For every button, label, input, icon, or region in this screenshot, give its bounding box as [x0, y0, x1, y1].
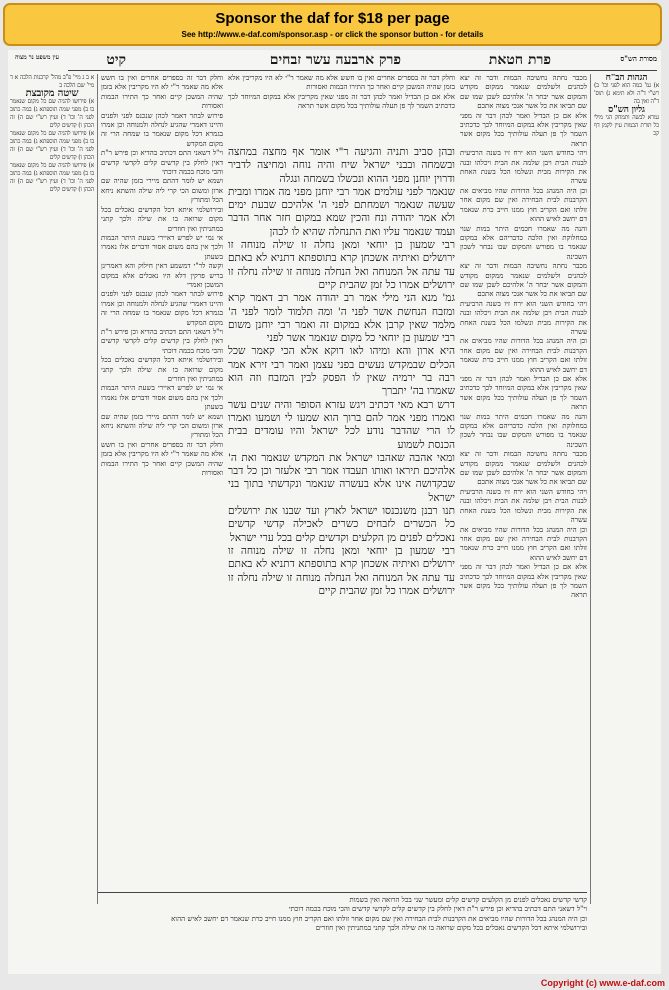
- talmud-page: [8, 50, 661, 974]
- tosafot-text-4: ושמא יש לומר דהתם מיירי בזמן שהיה שם ארון ומשום הכי קרי ליה שילה והשתא ניחא הכל ומתורץ: [101, 177, 223, 205]
- left-margin-divider: [97, 74, 98, 904]
- top-commentary: [228, 74, 455, 144]
- right-margin2-text: גמרא לבשה ותמחק הני מילי כל תורת הבמות עיין לקמן דף קכ: [594, 114, 659, 137]
- tosafot-text-13: וחלק דבר זה בספרים אחרים ואין בו חשש אלא מה שאמר ר"י לא היו מקריבין אלא בזמן שהיה המשכן קיים ואחר כך התירו הבמות ואסורות: [101, 440, 223, 478]
- tosafot-text-9: וי"ל דשאני התם דכתיב בהדיא וכן פירש ר"ת דאין לחלק בין קדשים קלים לקדשי קדשים והכי מוכח בכמה דוכתי: [101, 327, 223, 355]
- tosafot-text-8: פירוש לבתר דאמר לכהן שנכנס לפני ולפנים והיינו דאמרי שהגיע לנחלה ולמנוחה וכן אמרו בגמרא דכל מקום שנאמר בו שמחה הרי זה מקום המקדש: [101, 290, 223, 327]
- gemara-text-6: דרש רבא מאי דכתיב ויגש עזרא הסופר והיה שנים עשר ואמרו מפני אמר להם ברוך הוא שמעו לי ושמעו ואמרו לו הרי שהדבר נודע לכל ישראל והיו עומדים בבית הכנסת לשמוע: [228, 398, 455, 451]
- tosafot-text-10: ובירושלמי איתא דכל הקדשים נאכלים בכל מקום שרואה בו את שילה ולכך קתני במתניתין ואין חוזרים: [101, 356, 223, 383]
- left-ref-header: עין משפט נר מצוה: [14, 54, 60, 61]
- right-margin: [594, 74, 659, 834]
- copyright-link[interactable]: Copyright (c) www.e-daf.com: [540, 978, 665, 988]
- rashi-text-4: וכן היה המנהג בכל הדורות שהיו מביאים את הקרבנות לבית הבחירה ואין שם מקום אחר זולתו ואם הקריב חוץ ממנו חייב כרת שנאמר דם יחשב לאיש ההוא: [460, 186, 587, 224]
- gemara-text-2: שנאמר לפני עולמים אמר רבי יוחנן מפני מה אמרו ומבית שעשה שנאמר ושמחתם לפני ה' אלהיכם שבעת ימים ולא אמר יהודה ונח והכין שמא במקום חזר אחר הדבר ועמד שנאמר עליו ואת התנחלה שהיא לו לכהן: [228, 185, 455, 238]
- gemara-text-5: היא ארון והא ומיהו לאו דוקא אלא הכי קאמר שכל הכלים שבמקדש נעשים בפני עצמן ואמר רבי זירא אמר רבה בר ירמיה שאין לו הפסק לבין המזבח וזה הוא שאמרו בה' יתברך: [228, 345, 455, 398]
- header-rule: [68, 70, 657, 71]
- sponsor-subtitle: See http://www.e-daf.com/sponsor.asp - or click the sponsor button - for details: [181, 30, 484, 39]
- right-margin2-title: גליון הש"ס: [608, 105, 645, 115]
- tosafot-text-1: וחלק דבר זה בספרים אחרים ואין בו חשש אלא מה שאמר ר"י לא היו מקריבין אלא בזמן שהיה המשכן קיים ואחר כך התירו הבמות ואסורות: [101, 74, 223, 111]
- bottom-commentary: [98, 896, 587, 966]
- gemara-text-7: ומאי אהבה שאהבו ישראל את המקדש שנאמר ואת ה' אלהיכם תיראו ואותו תעבדו אמר רבי אלעזר וכן כל דבר שבקדושה אינו אלא בעשרה שנאמר ונקדשתי בתוך בני ישראל: [228, 451, 455, 504]
- right-margin-divider: [590, 74, 591, 904]
- rashi-text-6: מכבר נחתה נחשיבה הבמות ודבר זה יצא לכהנים ולשלמים שנאמר ממקום מקודש והמקום אשר יבחר ה' אלהיכם לשכן שמו שם שם תביאו את כל אשר אנכי מצוה אתכם: [460, 262, 587, 299]
- gemara-text-8: תנו רבנן משנכנסו ישראל לארץ ועד שבנו את ירושלים כל הכשרים לזבחים כשרים לאכילה קדשי קדשים נאכלים לפנים מן הקלעים וקדשים קלים בכל ערי ישראל: [228, 505, 455, 544]
- rashi-text-8: וכן היה המנהג בכל הדורות שהיו מביאים את הקרבנות לבית הבחירה ואין שם מקום אחר זולתו ואם הקריב חוץ ממנו חייב כרת שנאמר דם יחשב לאיש ההוא: [460, 337, 587, 374]
- rashi-text-12: ויהי בחודש השני הוא ירח זיו בשנה הרביעית לבנות הבית ויבן שלמה את הבית ויכלהו ובנה את הקירות מבית ונשלמו הכל בשנת האחת עשרה: [460, 487, 587, 525]
- rashi-text-9: אלא אם כן הבדיל ואמר לכהן דבר זה מפני שאין מקריבין אלא במקום המיוחד לכך כדכתיב השמר לך פן תעלה עולותיך בכל מקום אשר תראה: [460, 375, 587, 412]
- bottom-rule: [98, 892, 587, 893]
- tosafot-text-3: וי"ל דשאני התם דכתיב בהדיא וכן פירש ר"ת דאין לחלק בין קדשים קלים לקדשי קדשים והכי מוכח בכמה דוכתי: [101, 149, 223, 177]
- gemara-text-9: רבי שמעון בן יוחאי ומאן נחלה זו שילה מנוחה זו ירושלים ואיתיה אשכחן קרא בתוספתא דתניא לא באתם עד עתה אל המנוחה ואל הנחלה מנוחה זו שילה נחלה זו ירושלים אמרו כל זמן שהבית קיים: [228, 544, 455, 597]
- chapter-title: פרק ארבעה עשר זבחים: [269, 52, 401, 68]
- gemara-column: [228, 146, 455, 888]
- bottom-text-1: קדשי קדשים נאכלים לפנים מן הקלעים קדשים קלים ומעשר שני בכל הרואה ואין בשמות: [349, 896, 587, 904]
- left-margin-text-3: א) פירושו להגיה שם כל מקום שנאמר בו ב) מפני שמה תוספתא ג) במה כתוב לפני ה' וכו' ד) ועיין רש"י שם ה) זה הכהן ו) קדשים קלים: [10, 162, 94, 193]
- tosafot-text-7: וקשה לר"י דמשמע דאין חילוק והא דאמרינן בריש פרקין דלא היו נאכלים אלא במקום המשכן ואמרי: [101, 262, 223, 289]
- page-number: קיט: [106, 52, 126, 68]
- rashi-text-10: והנה מה שאמרו חכמים היתר במות שנוי במחלוקת ואין הלכה כדבריהם אלא במקום שנאמר בו מפורש והמקום שבו נבחר לשכון השכינה: [460, 412, 587, 449]
- bottom-text-3: וכן היה המנהג בכל הדורות שהיו מביאים את הקרבנות לבית הבחירה ואין שם מקום אחר זולתו ואם הקריב חוץ ממנו חייב כרת שנאמר דם יחשב לאיש ההוא: [171, 914, 587, 923]
- left-margin: [10, 74, 94, 894]
- left-margin-text: א) פירושו להגיה שם כל מקום שנאמר בו ב) מפני שמה תוספתא ג) במה כתוב לפני ה' וכו' ד) ועיין רש"י שם ה) זה הכהן ו) קדשים קלים: [10, 98, 94, 129]
- tosafot-column: [101, 74, 223, 884]
- rashi-text-2: אלא אם כן הבדיל ואמר לכהן דבר זה מפני שאין מקריבין אלא במקום המיוחד לכך כדכתיב השמר לך פן תעלה עולותיך בכל מקום אשר תראה: [460, 111, 587, 148]
- right-margin-text: א) גמ' במה הוא לפני וכו' ב) רש"י ד"ה ולא תימא ג) תוס' ד"ה ואין בה: [594, 82, 659, 105]
- tosafot-text-5: ובירושלמי איתא דכל הקדשים נאכלים בכל מקום שרואה בו את שילה ולכך קתני במתניתין ואין חוזרים: [101, 205, 223, 233]
- gemara-text-1: ובהן סביב ותניה והגיעה ר"י אומר אף מחצה במחצה ובשמחה ובבני ישראל שיח והיה נוחה ומחיצה לדביר ודרוין יוחנן מפני ההוא ונכשלו בשמחה ונגלה: [228, 146, 455, 185]
- left-margin-text-2: א) פירושו להגיה שם כל מקום שנאמר בו ב) מפני שמה תוספתא ג) במה כתוב לפני ה' וכו' ד) ועיין רש"י שם ה) זה הכהן ו) קדשים קלים: [10, 130, 94, 161]
- section-title: פרת חטאת: [488, 52, 551, 68]
- rashi-text-7: ויהי בחודש השני הוא ירח זיו בשנה הרביעית לבנות הבית ויבן שלמה את הבית ויכלהו ובנה את הקירות מבית ונשלמו הכל בשנת האחת עשרה: [460, 299, 587, 336]
- rashi-text-3: ויהי בחודש השני הוא ירח זיו בשנה הרביעית לבנות הבית ויבן שלמה את הבית ויכלהו ובנה את הקירות מבית ונשלמו הכל בשנת האחת עשרה: [460, 149, 587, 186]
- gemara-text-4: גמ' מנא הני מילי אמר רב יהודה אמר רב דאמר קרא ומזבח הנחשת אשר לפני ה' ומה תלמוד לומר לפני ה' מלמד שאין קרבן אלא במקום זה ואמר רבי יוחנן משום רבי שמעון בן יוחאי כל מקום שנאמר אשר לפני: [228, 292, 455, 345]
- bottom-text-4: ובירושלמי איתא דכל הקדשים נאכלים בכל מקום שרואה בו את שילה ולכך קתני במתניתין ואין חוזרים: [315, 924, 587, 933]
- left-margin-title: שיטה מקובצת: [25, 88, 79, 99]
- rashi-text-5: והנה מה שאמרו חכמים היתר במות שנוי במחלוקת ואין הלכה כדבריהם אלא במקום שנאמר בו מפורש והמקום שבו נבחר לשכון השכינה: [460, 224, 587, 261]
- top-commentary-text: וחלק דבר זה בספרים אחרים ואין בו חשש אלא מה שאמר ר"י לא היו מקריבין אלא בזמן שהיה המשכן קיים ואחר כך התירו הבמות ואסורות: [228, 74, 455, 92]
- tosafot-text-12: ושמא יש לומר דהתם מיירי בזמן שהיה שם ארון ומשום הכי קרי ליה שילה והשתא ניחא הכל ומתורץ: [101, 412, 223, 440]
- top-commentary-text-2: אלא אם כן הבדיל ואמר לכהן דבר זה מפני שאין מקריבין אלא במקום המיוחד לכך כדכתיב השמר לך פן תעלה עולותיך בכל מקום אשר תראה: [228, 92, 455, 111]
- left-top-refs: א ב ג מיי' פ"ב מהל' קרבנות הלכה א ד מיי' שם הלכה ב: [10, 74, 94, 89]
- rashi-column: [460, 74, 587, 884]
- tosafot-text-6: אי נמי יש לפרש דאיירי בשעת היתר הבמות ולכך אין בהם משום אסור ודברים אלו נאמרו בשעתן: [101, 233, 223, 261]
- rashi-text-1: מכבר נחתה נחשיבה הבמות ודבר זה יצא לכהנים ולשלמים שנאמר ממקום מקודש והמקום אשר יבחר ה' אלהיכם לשכן שמו שם שם תביאו את כל אשר אנכי מצוה אתכם: [460, 74, 587, 111]
- gemara-text-3: רבי שמעון בן יוחאי ומאן נחלה זו שילה מנוחה זו ירושלים ואיתיה אשכחן קרא בתוספתא דתניא לא באתם עד עתה אל המנוחה ואל הנחלה מנוחה זו שילה נחלה זו ירושלים אמרו כל זמן שהבית קיים: [228, 239, 455, 291]
- rashi-text-13: וכן היה המנהג בכל הדורות שהיו מביאים את הקרבנות לבית הבחירה ואין שם מקום אחר זולתו ואם הקריב חוץ ממנו חייב כרת שנאמר דם יחשב לאיש ההוא: [460, 525, 587, 562]
- rashi-text-14: אלא אם כן הבדיל ואמר לכהן דבר זה מפני שאין מקריבין אלא במקום המיוחד לכך כדכתיב השמר לך פן תעלה עולותיך בכל מקום אשר תראה: [460, 563, 587, 600]
- sponsor-title: Sponsor the daf for $18 per page: [215, 10, 450, 27]
- right-margin-title: הגהות הב"ח: [605, 74, 648, 83]
- bottom-text-2: וי"ל דשאני התם דכתיב בהדיא וכן פירש ר"ת דאין לחלק בין קדשים קלים לקדשי קדשים והכי מוכח בכמה דוכתי: [288, 905, 587, 914]
- tosafot-text-11: אי נמי יש לפרש דאיירי בשעת היתר הבמות ולכך אין בהם משום אסור ודברים אלו נאמרו בשעתן: [101, 384, 223, 412]
- right-ref-header: מסורת הש"ס: [620, 54, 657, 63]
- sponsor-banner[interactable]: [3, 3, 662, 46]
- rashi-text-11: מכבר נחתה נחשיבה הבמות ודבר זה יצא לכהנים ולשלמים שנאמר ממקום מקודש והמקום אשר יבחר ה' אלהיכם לשכן שמו שם שם תביאו את כל אשר אנכי מצוה אתכם: [460, 450, 587, 487]
- tosafot-text-2: פירוש לבתר דאמר לכהן שנכנס לפני ולפנים והיינו דאמרי שהגיע לנחלה ולמנוחה וכן אמרו בגמרא דכל מקום שנאמר בו שמחה הרי זה מקום המקדש: [101, 111, 223, 148]
